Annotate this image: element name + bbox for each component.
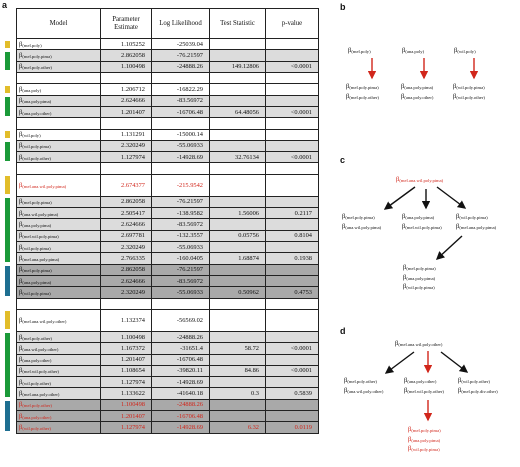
log-likelihood-cell: -76.21597 — [152, 264, 210, 275]
log-likelihood-cell: -83.56972 — [152, 219, 210, 230]
log-likelihood-cell: -16706.48 — [152, 106, 210, 117]
p-value-cell: 0.0119 — [266, 422, 319, 433]
test-statistic-cell: 6.32 — [210, 422, 266, 433]
node-b-mel-bottom: β(mel.poly.pima) β(mel.poly.other) — [346, 83, 379, 100]
parameter-estimate-cell: 2.862058 — [101, 264, 152, 275]
model-cell: β(wil.poly.pima) — [17, 287, 101, 298]
node-c-left: β(mel.poly.pima) β(ana.wil.poly.pima) — [342, 213, 382, 230]
parameter-estimate-cell: 2.697781 — [101, 230, 152, 241]
node-d-right: β(wil.poly.other) β(mel.poly.div.other) — [458, 377, 498, 394]
parameter-estimate-cell: 1.133622 — [101, 388, 152, 399]
model-cell: β(wil.poly.other) — [17, 377, 101, 388]
p-value-cell: <0.0001 — [266, 106, 319, 117]
log-likelihood-cell: -215.9542 — [152, 174, 210, 196]
test-statistic-cell: 0.50962 — [210, 287, 266, 298]
model-cell: β(ana.poly.other) — [17, 354, 101, 365]
log-likelihood-cell: -132.3557 — [152, 230, 210, 241]
node-b-ana-top: β(ana.poly) — [402, 47, 425, 54]
p-value-cell: 0.5839 — [266, 388, 319, 399]
arrow-c-left — [385, 187, 415, 209]
log-likelihood-cell: -55.06933 — [152, 140, 210, 151]
test-statistic-cell: 84.86 — [210, 365, 266, 376]
parameter-estimate-cell: 1.127974 — [101, 377, 152, 388]
node-b-wil-top: β(wil.poly) — [454, 47, 476, 54]
parameter-estimate-cell: 1.201407 — [101, 354, 152, 365]
node-b-ana-bottom: β(ana.poly.pima) β(ana.poly.other) — [401, 83, 434, 100]
model-cell: β(mel.ana.poly.other) — [17, 388, 101, 399]
p-value-cell: <0.0001 — [266, 343, 319, 354]
p-value-cell: 0.4753 — [266, 287, 319, 298]
node-d-bottom: β(mel.poly.pima) β(ana.poly.pima) β(wil.poly.pima) — [408, 426, 441, 453]
panel-label-c: c — [340, 155, 346, 165]
parameter-estimate-cell: 1.105252 — [101, 39, 152, 50]
parameter-estimate-cell: 1.127974 — [101, 422, 152, 433]
header-model: Model — [17, 9, 101, 39]
parameter-estimate-cell: 2.320249 — [101, 140, 152, 151]
log-likelihood-cell: -56569.02 — [152, 309, 210, 331]
model-cell: β(ana.poly.pima) — [17, 95, 101, 106]
header-log-likelihood: Log Likelihood — [152, 9, 210, 39]
test-statistic-cell: 64.48056 — [210, 106, 266, 117]
arrow-c-bottom — [437, 236, 462, 259]
p-value-cell: 0.8104 — [266, 230, 319, 241]
node-b-mel-top: β(mel.poly) — [348, 47, 371, 54]
parameter-estimate-cell: 2.766335 — [101, 253, 152, 264]
log-likelihood-cell: -25039.04 — [152, 39, 210, 50]
log-likelihood-cell: -31651.4 — [152, 343, 210, 354]
log-likelihood-cell: -24888.26 — [152, 331, 210, 342]
log-likelihood-cell: -55.06933 — [152, 287, 210, 298]
parameter-estimate-cell: 1.131291 — [101, 129, 152, 140]
node-d-left: β(mel.poly.other) β(ana.wil.poly.other) — [344, 377, 384, 394]
log-likelihood-cell: -14928.69 — [152, 422, 210, 433]
parameter-estimate-cell: 2.624666 — [101, 219, 152, 230]
parameter-estimate-cell: 1.201407 — [101, 411, 152, 422]
model-cell: β(mel.poly.pima) — [17, 264, 101, 275]
header-parameter-estimate: Parameter Estimate — [101, 9, 152, 39]
log-likelihood-cell: -41640.18 — [152, 388, 210, 399]
parameter-estimate-cell: 1.206712 — [101, 84, 152, 95]
parameter-estimate-cell: 2.624666 — [101, 95, 152, 106]
model-cell: β(mel.poly.other) — [17, 399, 101, 410]
p-value-cell: <0.0001 — [266, 365, 319, 376]
model-cell: β(mel.ana.wil.poly.pima) — [17, 174, 101, 196]
parameter-estimate-cell: 1.127974 — [101, 152, 152, 163]
model-cell: β(mel.poly.other) — [17, 61, 101, 72]
log-likelihood-cell: -138.9582 — [152, 208, 210, 219]
node-c-right: β(wil.poly.pima) β(mel.ana.poly.pima) — [456, 213, 497, 230]
p-value-cell: <0.0001 — [266, 152, 319, 163]
model-cell: β(ana.poly.pima) — [17, 219, 101, 230]
parameter-estimate-cell: 1.201407 — [101, 106, 152, 117]
node-c-middle: β(ana.poly.pima) β(mel.wil.poly.pima) — [402, 213, 442, 230]
log-likelihood-cell: -16706.48 — [152, 411, 210, 422]
model-cell: β(mel.poly.pima) — [17, 50, 101, 61]
test-statistic-cell: 149.12806 — [210, 61, 266, 72]
node-b-wil-bottom: β(wil.poly.pima) β(wil.poly.other) — [453, 83, 485, 100]
test-statistic-cell: 1.56006 — [210, 208, 266, 219]
parameter-estimate-cell: 1.167372 — [101, 343, 152, 354]
test-statistic-cell: 1.68874 — [210, 253, 266, 264]
node-c-bottom: β(mel.poly.pima) β(ana.poly.pima) β(wil.poly.pima) — [403, 264, 436, 291]
model-cell: β(mel.ana.wil.poly.other) — [17, 309, 101, 331]
model-cell: β(mel.ana.poly.pima) — [17, 253, 101, 264]
model-cell: β(ana.poly.pima) — [17, 275, 101, 286]
parameter-estimate-cell: 1.100498 — [101, 61, 152, 72]
log-likelihood-cell: -83.56972 — [152, 95, 210, 106]
parameter-estimate-cell: 2.320249 — [101, 242, 152, 253]
model-cell: β(mel.wil.poly.other) — [17, 365, 101, 376]
parameter-estimate-cell: 1.100498 — [101, 399, 152, 410]
parameter-estimate-cell: 2.505417 — [101, 208, 152, 219]
parameter-estimate-cell: 1.108654 — [101, 365, 152, 376]
log-likelihood-cell: -24888.26 — [152, 61, 210, 72]
model-cell: β(ana.poly) — [17, 84, 101, 95]
panel-label-b: b — [340, 2, 346, 12]
log-likelihood-cell: -160.0405 — [152, 253, 210, 264]
model-cell: β(ana.poly.other) — [17, 411, 101, 422]
model-cell: β(mel.poly.other) — [17, 331, 101, 342]
parameter-estimate-cell: 1.100498 — [101, 331, 152, 342]
node-d-top: β(mel.ana.wil.poly.other) — [395, 340, 443, 347]
model-cell: β(mel.poly.pima) — [17, 196, 101, 207]
log-likelihood-cell: -76.21597 — [152, 196, 210, 207]
model-cell: β(wil.poly.pima) — [17, 242, 101, 253]
log-likelihood-cell: -83.56972 — [152, 275, 210, 286]
panel-label-a: a — [2, 0, 8, 10]
model-cell: β(ana.wil.poly.pima) — [17, 208, 101, 219]
parameter-estimate-cell: 2.624666 — [101, 275, 152, 286]
parameter-estimate-cell: 2.674377 — [101, 174, 152, 196]
log-likelihood-cell: -14928.69 — [152, 377, 210, 388]
model-cell: β(wil.poly.other) — [17, 152, 101, 163]
model-cell: β(ana.wil.poly.other) — [17, 343, 101, 354]
log-likelihood-cell: -15000.14 — [152, 129, 210, 140]
model-cell: β(mel.poly) — [17, 39, 101, 50]
parameter-estimate-cell: 2.862058 — [101, 196, 152, 207]
header-p-value: p-value — [266, 9, 319, 39]
test-statistic-cell: 0.05756 — [210, 230, 266, 241]
panel-label-d: d — [340, 326, 346, 336]
log-likelihood-cell: -39820.11 — [152, 365, 210, 376]
log-likelihood-cell: -76.21597 — [152, 50, 210, 61]
parameter-estimate-cell: 2.320249 — [101, 287, 152, 298]
p-value-cell: 0.1938 — [266, 253, 319, 264]
log-likelihood-cell: -55.06933 — [152, 242, 210, 253]
log-likelihood-cell: -16706.48 — [152, 354, 210, 365]
log-likelihood-cell: -24888.26 — [152, 399, 210, 410]
p-value-cell: <0.0001 — [266, 61, 319, 72]
arrow-d-right — [441, 352, 467, 372]
arrow-c-right — [437, 187, 465, 208]
node-c-top: β(mel.ana.wil.poly.pima) — [396, 176, 444, 183]
p-value-cell: 0.2117 — [266, 208, 319, 219]
model-cell: β(mel.wil.poly.pima) — [17, 230, 101, 241]
test-statistic-cell: 58.72 — [210, 343, 266, 354]
parameter-estimate-cell: 1.132374 — [101, 309, 152, 331]
arrow-d-left — [386, 352, 414, 373]
test-statistic-cell: 32.76134 — [210, 152, 266, 163]
node-d-middle: β(ana.poly.other) β(mel.wil.poly.other) — [404, 377, 444, 394]
model-cell: β(wil.poly) — [17, 129, 101, 140]
log-likelihood-cell: -16822.29 — [152, 84, 210, 95]
model-cell: β(ana.poly.other) — [17, 106, 101, 117]
parameter-estimate-cell: 2.862058 — [101, 50, 152, 61]
model-cell: β(wil.poly.other) — [17, 422, 101, 433]
model-cell: β(wil.poly.pima) — [17, 140, 101, 151]
test-statistic-cell: 0.3 — [210, 388, 266, 399]
log-likelihood-cell: -14928.69 — [152, 152, 210, 163]
header-test-statistic: Test Statistic — [210, 9, 266, 39]
